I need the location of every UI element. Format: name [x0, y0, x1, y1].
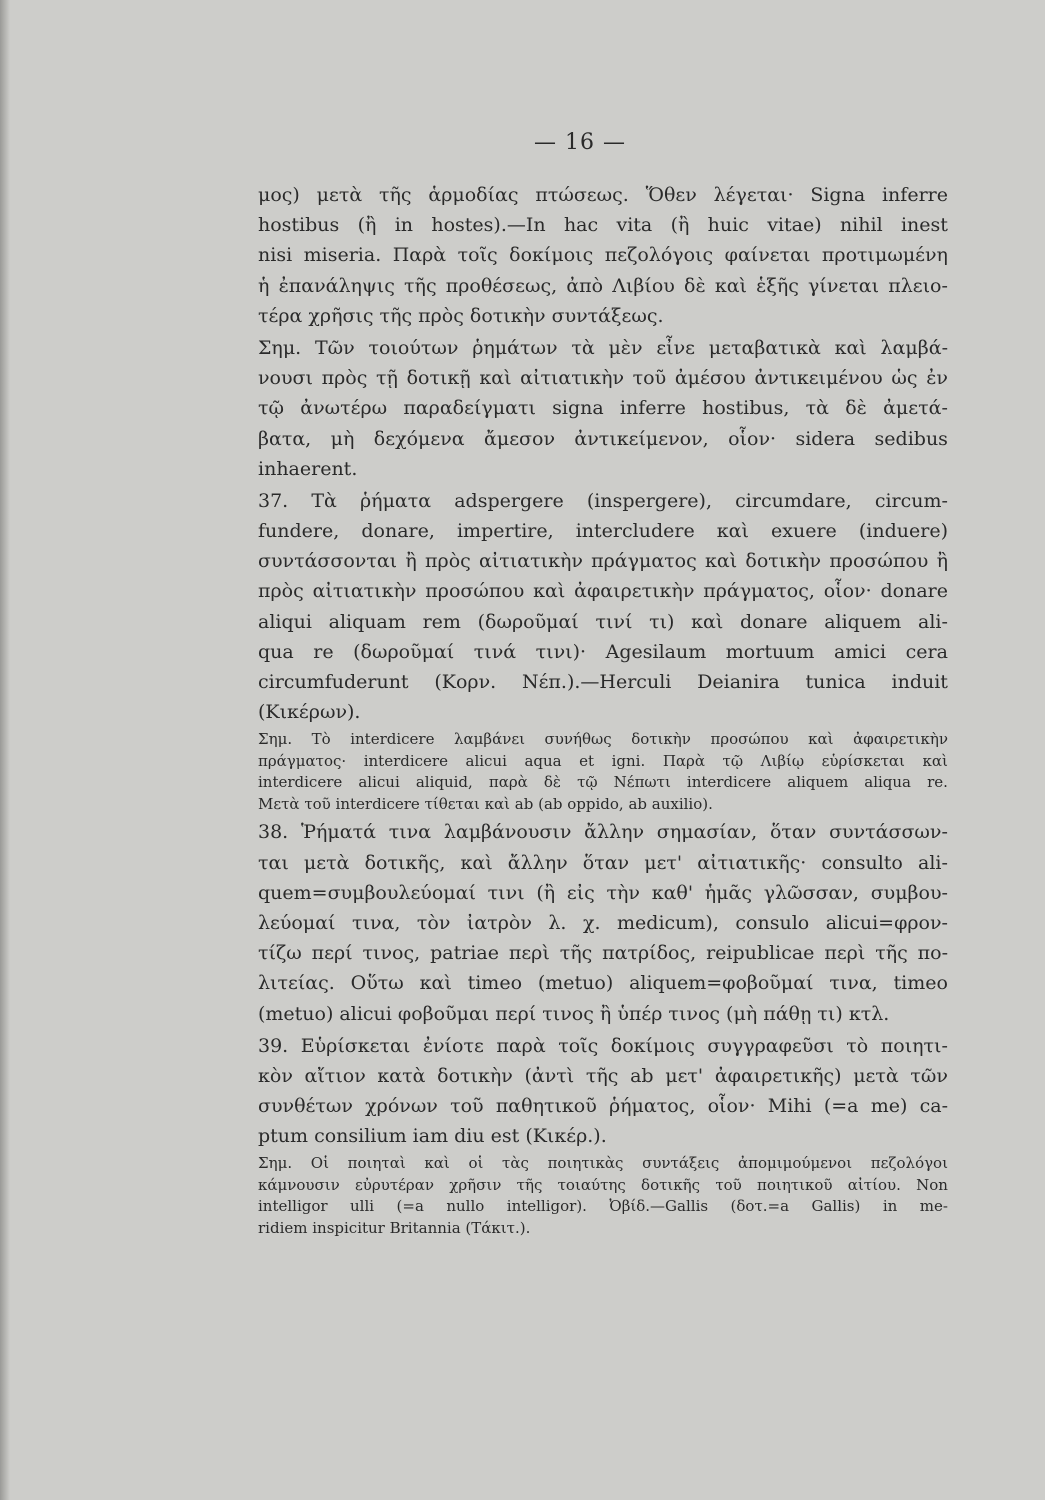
text-line: τέρα χρῆσις τῆς πρὸς δοτικὴν συντάξεως. [258, 304, 664, 327]
paragraph-section-39 [258, 1031, 948, 1152]
text-line: ptum consilium iam diu est (Κικέρ.). [258, 1125, 607, 1148]
paragraph-continuation [258, 180, 948, 331]
paragraph-section-38 [258, 817, 948, 1028]
text-line: ridiem inspicitur Britannia (Τάκιτ.). [258, 1218, 531, 1237]
text-line: 37. Τὰ ῥήματα adspergere (inspergere), circumdare, circum- [258, 489, 948, 512]
text-line: fundere, donare, impertire, intercludere καὶ exuere (induere) [258, 520, 948, 543]
paragraph-note-1 [258, 333, 948, 484]
text-line: συντάσσονται ἢ πρὸς αἰτιατικὴν πράγματος καὶ δοτικὴν προσώπου ἢ [258, 550, 948, 573]
text-line: quem=συμβουλεύομαί τινι (ἢ εἰς τὴν καθ' ἡμᾶς γλῶσσαν, συμβου- [258, 881, 948, 904]
text-line: intelligor ulli (=a nullo intelligor). Ὀβίδ.—Gallis (δοτ.=a Gallis) in me- [258, 1197, 948, 1216]
text-line: Σημ. Οἱ ποιηταὶ καὶ οἱ τὰς ποιητικὰς συντάξεις ἀπομιμούμενοι πεζολόγοι [258, 1154, 948, 1173]
text-line: qua re (δωροῦμαί τινά τινι)· Agesilaum mortuum amici cera [258, 640, 948, 663]
text-line: ται μετὰ δοτικῆς, καὶ ἄλλην ὅταν μετ' αἰτιατικῆς· consulto ali- [258, 851, 948, 874]
text-line: Μετὰ τοῦ interdicere τίθεται καὶ ab (ab oppido, ab auxilio). [258, 794, 713, 813]
text-line: nisi miseria. Παρὰ τοῖς δοκίμοις πεζολόγοις φαίνεται προτιμωμένη [258, 244, 948, 267]
text-line: 38. Ῥήματά τινα λαμβάνουσιν ἄλλην σημασίαν, ὅταν συντάσσων- [258, 821, 948, 844]
text-line: aliqui aliquam rem (δωροῦμαί τινί τι) καὶ donare aliquem ali- [258, 610, 948, 633]
text-line: 39. Εὑρίσκεται ἐνίοτε παρὰ τοῖς δοκίμοις συγγραφεῦσι τὸ ποιητι- [258, 1034, 948, 1057]
text-line: κάμνουσιν εὐρυτέραν χρῆσιν τῆς τοιαύτης δοτικῆς τοῦ ποιητικοῦ αἰτίου. Non [258, 1175, 948, 1194]
text-line: λιτείας. Οὕτω καὶ timeo (metuo) aliquem=φοβοῦμαί τινα, timeo [258, 972, 948, 995]
text-line: τῷ ἀνωτέρω παραδείγματι signa inferre hostibus, τὰ δὲ ἀμετά- [258, 397, 948, 420]
text-line: μος) μετὰ τῆς ἁρμοδίας πτώσεως. Ὅθεν λέγεται· Signa inferre [258, 184, 948, 206]
text-line: Σημ. Τῶν τοιούτων ῥημάτων τὰ μὲν εἶνε μεταβατικὰ καὶ λαμβά- [258, 336, 948, 359]
text-line: πρὸς αἰτιατικὴν προσώπου καὶ ἀφαιρετικὴν πράγματος, οἷον· donare [258, 580, 948, 603]
paragraph-note-2 [258, 729, 948, 815]
text-line: (Κικέρων). [258, 701, 361, 724]
text-line: inhaerent. [258, 457, 358, 480]
text-line: interdicere alicui aliquid, παρὰ δὲ τῷ Νέπωτι interdicere aliquem aliqua re. [258, 773, 948, 792]
text-line: κὸν αἴτιον κατὰ δοτικὴν (ἀντὶ τῆς ab μετ' ἀφαιρετικῆς) μετὰ τῶν [258, 1064, 948, 1087]
paragraph-section-37 [258, 486, 948, 728]
text-line: λεύομαί τινα, τὸν ἰατρὸν λ. χ. medicum), consulo alicui=φρον- [258, 911, 948, 934]
text-line: συνθέτων χρόνων τοῦ παθητικοῦ ῥήματος, οἷον· Mihi (=a me) ca- [258, 1095, 948, 1118]
body-text [258, 180, 948, 1239]
text-line: (metuo) alicui φοβοῦμαι περί τινος ἢ ὑπέρ τινος (μὴ πάθῃ τι) κτλ. [258, 1002, 890, 1025]
text-line: hostibus (ἢ in hostes).—In hac vita (ἢ huic vitae) nihil inest [258, 214, 948, 237]
text-line: τίζω περί τινος, patriae περὶ τῆς πατρίδος, reipublicae περὶ τῆς πο- [258, 942, 948, 965]
text-line: circumfuderunt (Κορν. Νέπ.).—Herculi Deianira tunica induit [258, 671, 948, 693]
page-edge-shadow [0, 0, 10, 1500]
text-line: βατα, μὴ δεχόμενα ἄμεσον ἀντικείμενον, οἷον· sidera sedibus [258, 427, 948, 450]
paragraph-note-3 [258, 1153, 948, 1239]
text-line: ἡ ἐπανάληψις τῆς προθέσεως, ἀπὸ Λιβίου δὲ καὶ ἑξῆς γίνεται πλειο- [258, 274, 948, 297]
text-line: Σημ. Τὸ interdicere λαμβάνει συνήθως δοτικὴν προσώπου καὶ ἀφαιρετικὴν [258, 730, 948, 749]
text-line: πράγματος· interdicere alicui aqua et igni. Παρὰ τῷ Λιβίῳ εὑρίσκεται καὶ [258, 751, 948, 770]
page-number: — 16 — [534, 130, 626, 155]
text-line: νουσι πρὸς τῇ δοτικῇ καὶ αἰτιατικὴν τοῦ ἀμέσου ἀντικειμένου ὡς ἐν [258, 367, 948, 390]
